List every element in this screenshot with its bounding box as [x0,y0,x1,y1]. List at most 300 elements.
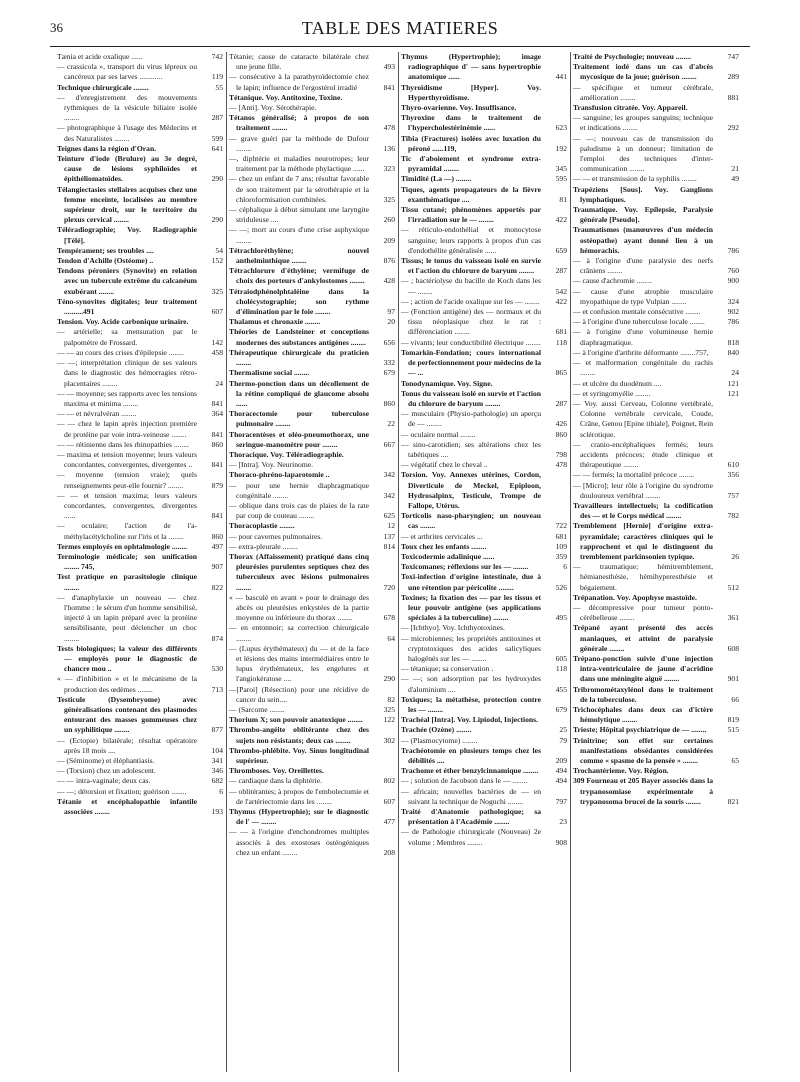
index-entry [57,521,223,541]
entry-page-ref: 6 [219,786,223,796]
index-entry [573,358,739,378]
index-entry [229,246,395,266]
index-entry [229,644,395,685]
entry-text: — Voy. aussi Cerveau, Colonne vertébrale, Colonne vertébrale cervicale, Coude, Crâne, Genou [Epine tibiale], Poignet, Rein sclérotique. [573,398,713,439]
entry-text: Tissu cutané; phénomènes apportés par l'irradiation sur le — ........ [401,205,541,225]
index-entry [229,430,395,450]
entry-page-ref: 136 [383,143,395,153]
entry-text: — ; bactériolyse du bacille de Koch dans les — ........ [401,276,541,296]
entry-text: — traumatique; hémitremblement, hémianesthésie, hémihyperesthésie et bégaiement. [573,562,713,592]
entry-page-ref: 458 [211,347,223,357]
index-entry [57,756,223,766]
entry-page-ref: 819 [727,715,739,725]
entry-text: Traité de Psychologie; nouveau ........ [573,52,691,61]
entry-page-ref: 341 [211,756,223,766]
index-entry [401,807,567,827]
index-entry [229,205,395,225]
entry-text: — — au cours des crises d'épilepsie ........ [57,347,184,357]
entry-text: — ; action de l'acide oxalique sur les — ........ [401,296,540,306]
entry-page-ref: 287 [555,398,567,408]
entry-page-ref: 760 [727,266,739,276]
entry-text: — — et névralvéran ........ [57,409,137,419]
index-entry [573,705,739,725]
entry-text: Tremblement [Hernie] d'origine extra-pyramidale; caractères cliniques qui le rapprochent et qui le distinguent du tremblement parkinsonien typique. [573,521,713,561]
entry-page-ref: 422 [555,296,567,306]
entry-page-ref: 605 [555,653,567,663]
entry-page-ref: 82 [387,694,395,704]
index-entry [229,470,395,480]
index-entry [401,827,567,847]
entry-text: — (Ectopie) bilatérale; résultat opératoire après 18 mois .... [57,735,197,755]
index-entry [57,736,223,756]
entry-text: Timidité (La —) ........ [401,174,472,184]
entry-text: Tension. Voy. Acide carbonique urinaire. [57,317,189,327]
index-entry [573,134,739,175]
index-entry [57,144,223,154]
page-number: 36 [50,20,63,35]
entry-text: Tribromométaxylénol dans le traitement de la tuberculose. [573,684,713,704]
column-divider [398,52,399,1072]
index-entry [573,766,739,776]
index-entry [573,205,739,225]
index-entry [573,389,739,399]
entry-page-ref: 742 [211,52,223,61]
index-entry [401,225,567,256]
index-entry [229,134,395,154]
entry-page-ref: 55 [215,82,223,92]
entry-text: — (Séminome) et éléphantiasis. [57,756,155,766]
index-entry [57,297,223,317]
entry-text: Tonodynamique. Voy. Signe. [401,378,493,388]
entry-text: — moyenne (tension vraie); quels renseignements peut-elle fournir? ........ [57,470,197,490]
index-entry [57,246,223,256]
entry-page-ref: 287 [211,113,223,123]
entry-text: Trinitrine; son effet sur certaines manifestations obsédantes considérées comme « spasme de la pensée » ........ [573,735,713,766]
index-entry [573,185,739,205]
entry-text: — extra-pleurale ........ [229,541,298,551]
entry-text: — cause d'achromie ........ [573,276,652,286]
entry-page-ref: 841 [211,460,223,470]
index-entry [401,379,567,389]
index-entry [573,593,739,603]
entry-text: Thoracique. Voy. Téléradiographie. [229,449,344,459]
index-column-1 [57,52,223,817]
entry-page-ref: 292 [727,123,739,133]
entry-text: Travailleurs intellectuels; la codification des — et le Corps médical ........ [573,500,713,521]
index-entry [57,123,223,143]
index-entry [229,623,395,643]
entry-page-ref: 24 [215,378,223,388]
entry-page-ref: 137 [383,531,395,541]
index-entry [57,52,223,62]
index-entry [229,501,395,521]
index-entry [229,787,395,807]
entry-page-ref: 290 [383,674,395,684]
index-entry [573,603,739,623]
entry-page-ref: 428 [383,276,395,286]
entry-text: — cranio-encéphaliques fermés; leurs accidents précoces; étude clinique et thérapeutique ........ [573,439,713,470]
entry-page-ref: 599 [211,133,223,143]
index-entry [229,532,395,542]
entry-text: — microbiennes; les propriétés antitoxines et cryptotoxiques des acides salicyliques halogénés sur les — ........ [401,633,541,663]
entry-page-ref: 65 [731,756,739,766]
index-entry [573,174,739,184]
index-column-2 [229,52,395,858]
entry-text: Toxines; la fixation des — par les tissus et leur pouvoir antigène (ses applications spéciales à la tuberculine) ........ [401,592,541,623]
index-entry [57,776,223,786]
entry-page-ref: 713 [211,684,223,694]
entry-text: Tétrachlorure d'éthylène; vermifuge de choix des porteurs d'ankylostomes ........ [229,266,369,286]
entry-text: 309 Fourneau et 205 Bayer associés dans la trypanosomiase expérimentale à trypanosoma brucei de la souris ........ [573,776,713,806]
entry-text: Trachéal [Intra]. Voy. Lipiodol, Injections. [401,715,538,725]
entry-text: — consécutive à la parathyroïdectomie chez le lapin; influence de l'ergostérol irradié [229,72,369,92]
entry-text: — et confusion mentale consécutive ........ [573,307,701,317]
entry-text: Toxi-infection d'origine intestinale, due à une rétention par péricolite ........ [401,572,541,592]
index-entry [401,338,567,348]
entry-text: — [Micro]; leur rôle à l'origine du syndrome douloureux vertébral ........ [573,480,713,500]
entry-page-ref: 802 [383,776,395,786]
entry-page-ref: 786 [727,245,739,255]
entry-page-ref: 325 [211,286,223,296]
index-entry [573,685,739,705]
entry-text: Trachée (Ozène) ........ [401,725,472,735]
entry-text: — artérielle; sa mensuration par le palpomètre de Frossard. [57,327,197,347]
entry-text: — — moyenne; ses rapports avec les tensions maxima et minima ........ [57,388,197,408]
entry-page-ref: 595 [555,174,567,184]
index-entry [401,787,567,807]
entry-page-ref: 526 [555,582,567,592]
entry-page-ref: 192 [555,143,567,153]
entry-text: Thoraco-phréno-laparotomie .. [229,470,330,480]
entry-page-ref: 641 [211,143,223,153]
entry-text: Trieste; Hôpital psychiatrique de — ........ [573,725,707,735]
entry-text: — tétanique; sa conservation . [401,664,494,674]
entry-page-ref: 495 [555,613,567,623]
entry-text: — [Anti]. Voy. Sérothérapie. [229,103,317,113]
index-entry [57,389,223,409]
entry-page-ref: 332 [383,358,395,368]
index-entry [401,205,567,225]
index-entry [401,776,567,786]
entry-text: Trachome et éther benzylcinnamique ........ [401,766,539,776]
entry-page-ref: 814 [383,541,395,551]
entry-text: Thalamus et chronaxie ........ [229,317,321,327]
index-entry [229,379,395,410]
entry-text: Termes employés en ophtalmologie ........ [57,541,188,551]
entry-text: « — basculé en avant » pour le drainage des abcès ou pleurésies enkystées de la partie moyenne ou inférieure du thorax ........ [229,592,369,623]
entry-text: — ; solution de Jacobson dans le — ........ [401,776,528,786]
entry-page-ref: 260 [383,215,395,225]
entry-text: — à l'origine d'une tuberculose locale ........ [573,317,705,327]
entry-page-ref: 81 [559,194,567,204]
entry-page-ref: 6 [563,562,567,572]
index-entry [229,113,395,133]
entry-page-ref: 97 [387,307,395,317]
index-entry [401,348,567,379]
entry-text: — (Fonction antigène) des — normaux et du tissu néoplasique chez le rat : différenciation ........ [401,307,541,337]
index-entry [401,276,567,296]
index-entry [401,715,567,725]
entry-text: Tibia (Fractures) isolées avec luxation du péroné ......119, [401,133,541,153]
entry-page-ref: 325 [383,194,395,204]
entry-text: Tonus du vaisseau isolé en survie et l'action du chlorure de baryum ........ [401,388,542,408]
entry-page-ref: 679 [555,705,567,714]
entry-page-ref: 865 [555,368,567,378]
index-entry [401,623,567,633]
index-entry [401,664,567,674]
entry-text: Torticolis naso-pharyngien; un nouveau cas ........ [401,511,541,531]
index-entry [229,52,395,72]
index-entry [573,501,739,521]
index-entry [573,225,739,256]
index-column-4 [573,52,739,807]
entry-page-ref: 324 [727,296,739,306]
entry-page-ref: 64 [387,633,395,643]
entry-page-ref: 841 [383,82,395,92]
entry-page-ref: 494 [555,766,567,776]
index-entry [229,827,395,858]
index-entry [57,787,223,797]
entry-text: Test pratique en parasitologie clinique ........ [57,572,197,592]
entry-text: Trochantérieme. Voy. Région. [573,766,669,776]
entry-text: Tendon d'Achille (Ostéome) .. [57,256,154,266]
entry-page-ref: 656 [383,337,395,347]
index-entry [229,542,395,552]
index-entry [573,317,739,327]
entry-page-ref: 497 [211,541,223,551]
index-entry [57,62,223,82]
entry-text: — sino-carotidien; ses altérations chez les tabétiques .... [401,439,541,459]
index-entry [573,348,739,358]
entry-text: Tænia et acide oxalique ...... [57,52,143,61]
index-entry [57,266,223,297]
entry-page-ref: 876 [383,256,395,266]
entry-text: — réticulo-endothélial et monocytose sanguine; leurs rapports à propos d'un cas d'endothélite généralisée ...... [401,225,541,255]
entry-text: — —; son adsorption par les hydroxydes d'aluminium .... [401,674,541,694]
index-entry [573,481,739,501]
entry-text: Thermalisme social ........ [229,368,310,378]
index-entry [401,572,567,592]
index-entry [573,307,739,317]
entry-page-ref: 209 [555,756,567,766]
header-rule [50,46,750,47]
index-entry [229,705,395,715]
index-entry [229,746,395,766]
index-entry [401,674,567,694]
entry-text: Testicule (Dysembryome) avec généralisations contenant des plasmodes entourant des masses gommeuses chez un syphilitique ........ [57,694,197,735]
index-entry [57,674,223,694]
index-entry [57,644,223,675]
index-entry [573,379,739,389]
index-entry [229,103,395,113]
entry-text: Téléradiographie; Voy. Radiographie [Télé]. [57,225,197,245]
index-entry [229,368,395,378]
entry-page-ref: 289 [727,72,739,82]
entry-page-ref: 860 [211,439,223,449]
entry-page-ref: 346 [211,766,223,776]
entry-text: Thrombo-angéite oblitérante chez des sujets non résistants; deux cas ........ [229,725,369,745]
entry-page-ref: 477 [383,817,395,827]
entry-text: — oculaire; l'action de l'a-méthylacétylcholine sur l'iris et la ........ [57,521,197,541]
entry-text: Trachéotomie en plusieurs temps chez les débilités .... [401,745,541,766]
index-entry [229,807,395,827]
index-entry [57,572,223,592]
index-entry [229,225,395,245]
entry-text: Thymus (Hypertrophie); image radiographique d' — sans hypertrophie anatomique ...... [401,52,541,82]
entry-text: — [Ichthyo]. Voy. Ichthyotoxines. [401,623,505,633]
index-entry [401,307,567,338]
entry-page-ref: 881 [727,92,739,102]
index-entry [229,725,395,745]
entry-text: Thoracoplastie ........ [229,521,295,531]
entry-text: — (Sarcome ........ [229,705,285,714]
entry-text: Trépanation. Voy. Apophyse mastoïde. [573,592,697,602]
index-entry [573,62,739,82]
entry-text: Télangiectasies stellaires acquises chez une femme enceinte, localisées au membre supérieur droit, sur le territoire du plexus cervical ........ [57,184,197,225]
entry-page-ref: 20 [387,317,395,327]
index-entry [401,562,567,572]
index-entry [573,736,739,767]
entry-page-ref: 530 [211,664,223,674]
entry-page-ref: 142 [211,337,223,347]
index-entry [57,470,223,490]
index-entry [401,297,567,307]
index-entry [401,766,567,776]
entry-text: Thyroxine dans le traitement de l'hypercholestérinémie ...... [401,113,541,133]
entry-text: — (Lupus érythémateux) du — et de la face et lésions des mains intermédiaires entre le lupus érythémateux, les engelures et l'angiokératose .... [229,643,369,684]
entry-text: Traité d'Anatomie pathologique; sa présentation à l'Académie ........ [401,807,541,827]
entry-page-ref: 208 [383,847,395,857]
entry-page-ref: 441 [555,72,567,82]
entry-page-ref: 679 [383,368,395,378]
entry-text: — cause d'une atrophie musculaire myopathique de type Vulpian ........ [573,286,713,306]
entry-text: Tiques, agents propagateurs de la fièvre exanthématique .... [401,184,541,204]
entry-text: Transfusion citratée. Voy. Appareil. [573,103,688,113]
index-entry [57,327,223,347]
index-entry [229,593,395,624]
entry-page-ref: 908 [555,837,567,847]
index-entry [229,715,395,725]
entry-page-ref: 625 [383,511,395,521]
index-entry [57,419,223,439]
entry-text: Thromboses. Voy. Oreillettes. [229,766,324,776]
index-entry [401,185,567,205]
index-entry [229,287,395,318]
index-entry [57,154,223,185]
entry-text: — — et tension maxima; leurs valeurs concordantes, convergentes, divergentes ...... [57,490,197,521]
index-entry [573,83,739,103]
index-entry [57,450,223,470]
entry-text: Trapéziens [Sous]. Voy. Ganglions lymphatiques. [573,184,713,204]
entry-page-ref: 122 [383,715,395,725]
entry-text: — d'enregistrement des mouvements rythmiques de la vésicule biliaire isolée ........ [57,92,197,123]
index-entry [57,185,223,226]
index-entry [401,134,567,154]
entry-text: — — intra-vaginale; deux cas. [57,776,151,786]
index-entry [401,593,567,624]
index-entry [401,736,567,746]
index-entry [229,93,395,103]
entry-text: — sanguine; les groupes sanguins; technique et indications ........ [573,113,713,133]
entry-text: — crassicola », transport du virus lépreux ou cancéreux par ses larves ............ [57,62,197,82]
entry-text: — végétatif chez le cheval .. [401,460,488,470]
entry-text: — — chez le lapin après injection première de protéine par voie intra-veineuse ........ [57,419,197,439]
entry-page-ref: 797 [555,796,567,806]
entry-text: Tétraiodphénolphtaléine dans la cholécystographie; son rythme d'élimination par le foie ........ [229,286,369,317]
index-entry [401,725,567,735]
entry-text: Tendons péroniers (Synovite) en relation avec un tubercule extrême du calcanéum exubérant ........ [57,266,197,296]
index-entry [401,256,567,276]
index-entry [229,766,395,776]
entry-page-ref: 841 [211,511,223,521]
entry-text: — spécifique et tumeur cérébrale, amélioration ........ [573,82,713,102]
index-entry [229,776,395,786]
entry-text: Thoracectomie pour tuberculose pulmonaire ........ [229,409,369,429]
entry-text: — — à l'origine d'enchondromes multiples associés à des exostoses ostéogéniques chez un enfant ........ [229,827,369,857]
index-entry [401,389,567,409]
entry-page-ref: 422 [555,215,567,225]
index-entry [57,225,223,245]
entry-page-ref: 818 [727,337,739,347]
entry-page-ref: 290 [211,174,223,184]
index-entry [401,746,567,766]
index-entry [401,511,567,531]
entry-page-ref: 118 [555,337,567,347]
index-entry [229,685,395,705]
entry-text: Trépané ayant présenté des accès maniaques, et atteint de paralysie générale ........ [573,623,713,653]
entry-page-ref: 364 [211,409,223,419]
entry-page-ref: 901 [727,674,739,684]
entry-page-ref: 23 [559,817,567,827]
index-entry [57,93,223,124]
index-entry [401,532,567,542]
entry-page-ref: 193 [211,807,223,817]
entry-text: — —; mort au cours d'une crise asphyxique ........ [229,225,369,245]
entry-text: — grave guéri par la méthode de Dufour ........ [229,133,369,153]
entry-page-ref: 678 [383,613,395,623]
index-entry [401,542,567,552]
entry-text: Thoracentèses et oléo-pneumothorax, une seringue-manomètre pour ........ [229,429,369,449]
entry-text: Thermo-ponction dans un décollement de la rétine compliqué de glaucome absolu ...... [229,378,369,408]
entry-page-ref: 607 [383,796,395,806]
entry-text: Teignes dans la région d'Oran. [57,143,157,153]
entry-text: Thymus (Hypertrophie); sur le diagnostic de l' — ........ [229,807,369,827]
entry-text: Traumatique. Voy. Epilepsie, Paralysie générale [Pseudo]. [573,205,713,225]
entry-page-ref: 682 [211,776,223,786]
entry-page-ref: 12 [387,521,395,531]
index-entry [401,103,567,113]
entry-text: Tétanique. Voy. Antitoxine, Toxine. [229,92,343,102]
entry-page-ref: 209 [383,235,395,245]
index-entry [229,481,395,501]
entry-page-ref: 345 [555,164,567,174]
entry-text: Technique chirurgicale ........ [57,82,149,92]
entry-page-ref: 659 [555,245,567,255]
entry-text: — africain; nouvelles bactéries de — en suivant la technique de Noguchi ........ [401,786,541,806]
entry-text: Trépano-ponction suivie d'une injection intra-ventriculaire de jaune d'acridine dans une méningite aiguë ........ [573,653,713,684]
entry-text: Thérapeutique chirurgicale du praticien ........ [229,347,369,368]
entry-text: — (Plasmocytome) ........ [401,735,478,745]
entry-text: — oblique dans trois cas de plaies de la rate par coup de couteau ........ [229,500,369,521]
entry-text: Tests biologiques; la valeur des différents — employés pour le diagnostic de chancre mou .. [57,643,197,674]
entry-page-ref: 681 [555,531,567,541]
column-divider [570,52,571,1072]
entry-text: Théories de Landsteiner et conceptions modernes des substances antigènes ........ [229,327,369,347]
index-entry [401,52,567,83]
index-entry [229,154,395,174]
index-entry [401,460,567,470]
index-entry [573,521,739,562]
